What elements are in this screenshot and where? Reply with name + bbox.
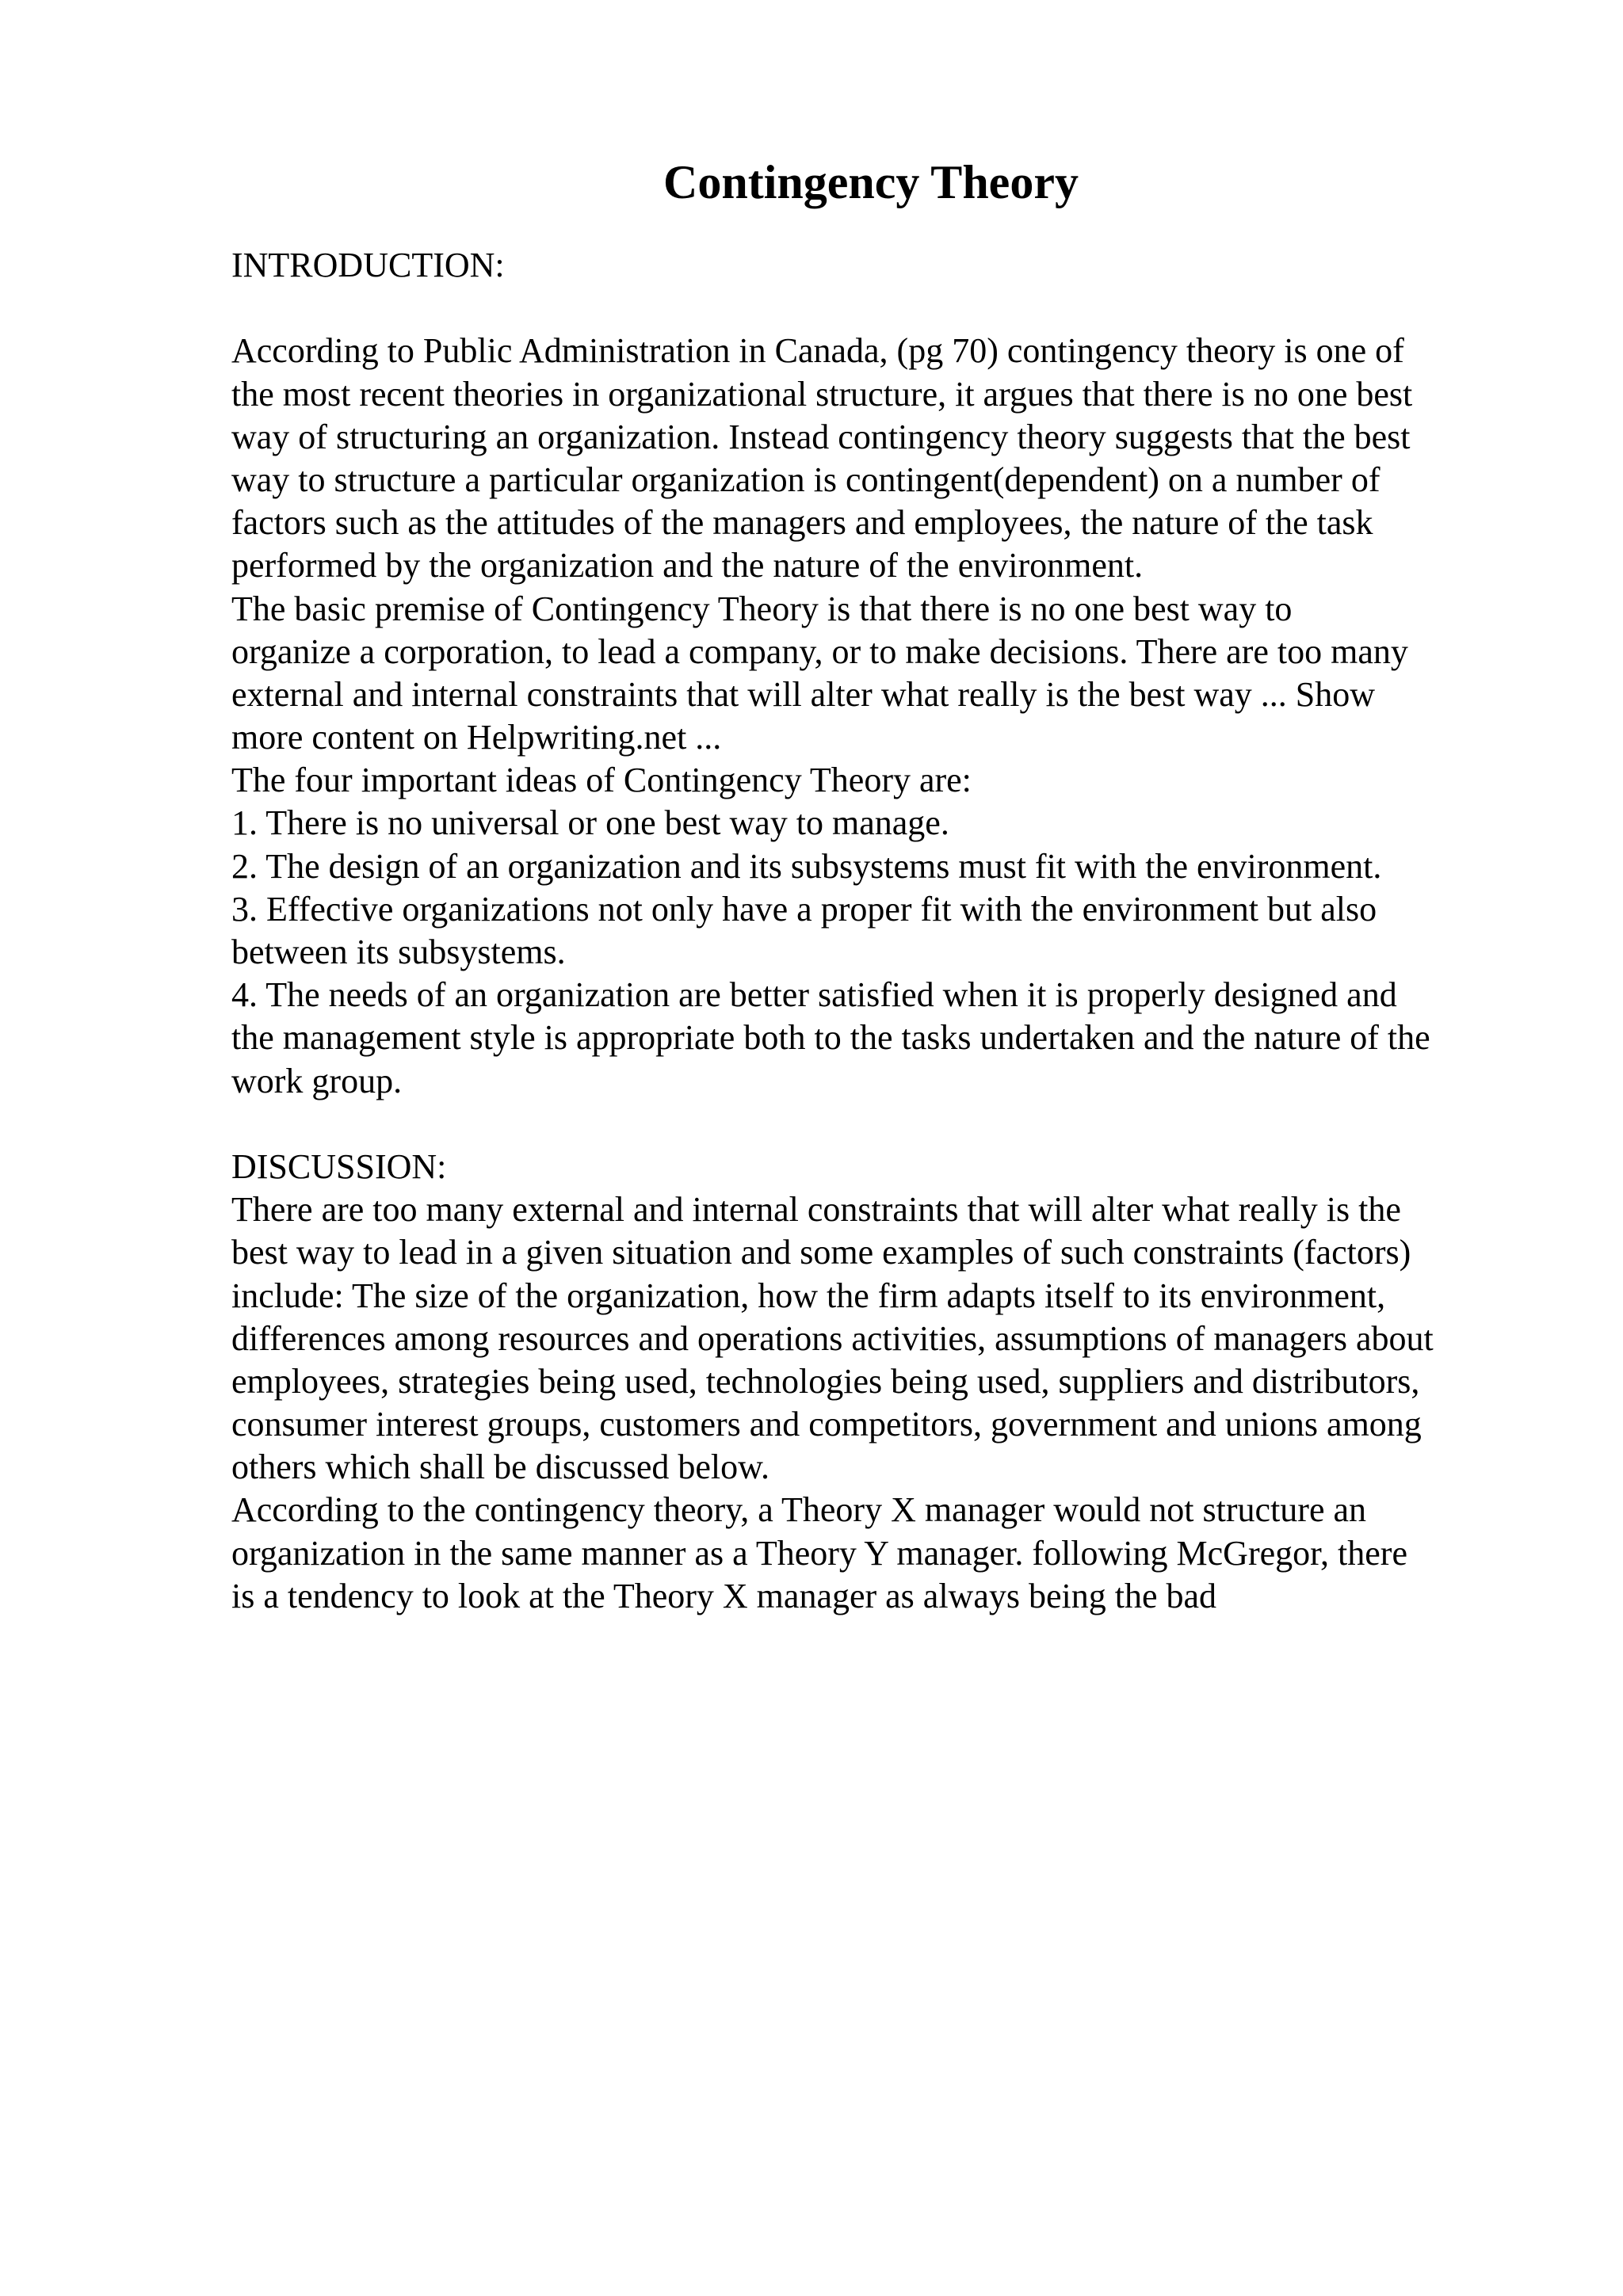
list-item: the management style is appropriate both to the tasks undertaken and the nature of the (231, 1018, 1430, 1058)
body-line: differences among resources and operations activities, assumptions of managers about (231, 1318, 1434, 1358)
blank-line (231, 1103, 1531, 1146)
list-item: 4. The needs of an organization are better satisfied when it is properly designed and (231, 975, 1397, 1015)
body-line: The basic premise of Contingency Theory is that there is no one best way to (231, 589, 1293, 628)
body-line: the most recent theories in organizational structure, it argues that there is no one best (231, 374, 1413, 414)
body-line: employees, strategies being used, technologies being used, suppliers and distributors, (231, 1361, 1420, 1401)
body-line: According to the contingency theory, a Theory X manager would not structure an (231, 1490, 1366, 1530)
body-line: organize a corporation, to lead a company, or to make decisions. There are too many (231, 631, 1408, 671)
document-body (231, 244, 1531, 1618)
section-heading-introduction: INTRODUCTION: (231, 246, 505, 284)
list-item: work group. (231, 1061, 403, 1100)
body-line: best way to lead in a given situation and some examples of such constraints (factors) (231, 1233, 1411, 1272)
body-line: There are too many external and internal constraints that will alter what really is the (231, 1190, 1401, 1230)
body-line: factors such as the attitudes of the managers and employees, the nature of the task (231, 503, 1373, 543)
body-line: is a tendency to look at the Theory X manager as always being the bad (231, 1576, 1217, 1615)
body-line: organization in the same manner as a Theory Y manager. following McGregor, there (231, 1533, 1407, 1573)
body-line: others which shall be discussed below. (231, 1447, 770, 1487)
body-line: The four important ideas of Contingency Theory are: (231, 761, 972, 800)
page-title: Contingency Theory (663, 156, 1079, 208)
body-line: more content on Helpwriting.net ... (231, 718, 722, 757)
body-line: According to Public Administration in Canada, (pg 70) contingency theory is one of (231, 331, 1404, 371)
body-line: way of structuring an organization. Instead contingency theory suggests that the best (231, 417, 1411, 456)
section-heading-discussion: DISCUSSION: (231, 1146, 447, 1186)
blank-line (231, 287, 1531, 330)
list-item: 2. The design of an organization and its subsystems must fit with the environment. (231, 846, 1382, 886)
list-item: 3. Effective organizations not only have a proper fit with the environment but also (231, 889, 1377, 929)
body-line: include: The size of the organization, how the firm adapts itself to its environment, (231, 1276, 1386, 1315)
body-line: consumer interest groups, customers and competitors, government and unions among (231, 1405, 1422, 1444)
list-item: 1. There is no universal or one best way to manage. (231, 803, 949, 843)
body-line: external and internal constraints that will alter what really is the best way ... Show (231, 674, 1376, 714)
body-line: performed by the organization and the nature of the environment. (231, 546, 1144, 585)
body-line: way to structure a particular organization is contingent(dependent) on a number of (231, 460, 1381, 499)
list-item: between its subsystems. (231, 933, 566, 971)
